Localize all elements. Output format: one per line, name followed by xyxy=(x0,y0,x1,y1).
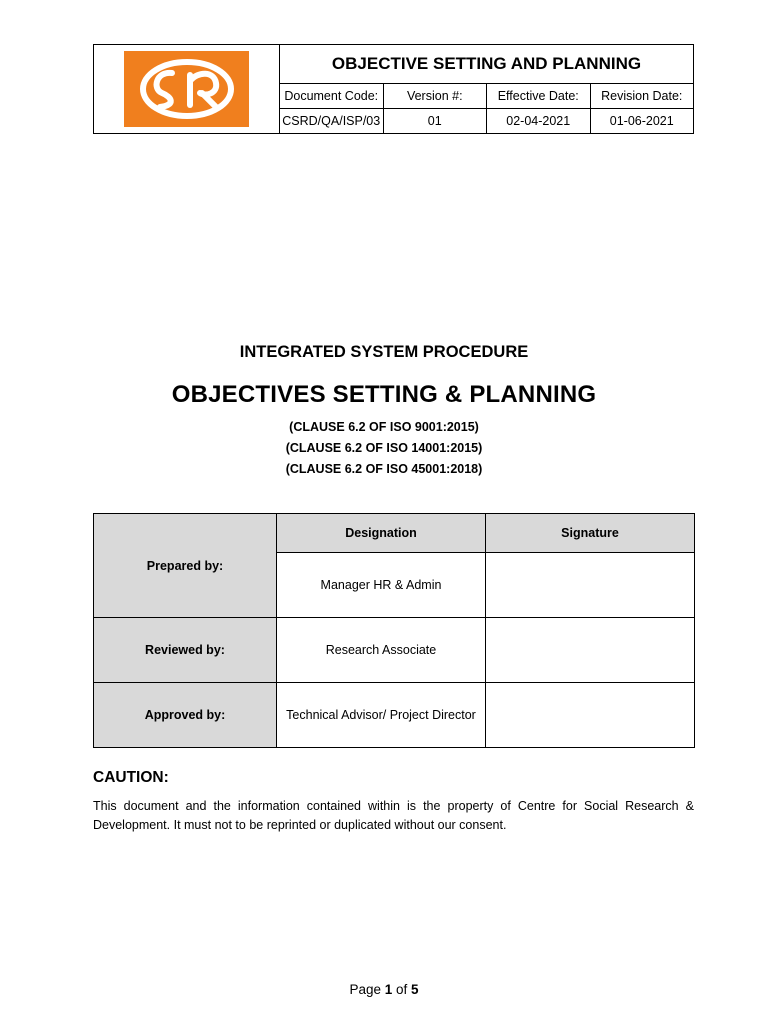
total-page-count: 5 xyxy=(411,982,419,997)
prepared-by-signature xyxy=(486,553,695,618)
signature-header: Signature xyxy=(486,514,695,553)
csr-logo-graphic xyxy=(132,57,242,121)
reviewed-by-label: Reviewed by: xyxy=(94,618,277,683)
approved-by-designation: Technical Advisor/ Project Director xyxy=(277,683,486,748)
effective-date-value: 02-04-2021 xyxy=(487,109,591,134)
main-title: OBJECTIVES SETTING & PLANNING xyxy=(171,381,597,408)
version-value: 01 xyxy=(383,109,487,134)
of-word: of xyxy=(396,982,408,997)
revision-date-value: 01-06-2021 xyxy=(590,109,694,134)
document-code-label: Document Code: xyxy=(280,84,384,109)
prepared-by-designation: Manager HR & Admin xyxy=(277,553,486,618)
clause-list xyxy=(0,417,768,480)
caution-text: This document and the information contained within is the property of Centre for Social Research & Development. It must not to be reprinted or duplicated without our consent. xyxy=(93,799,694,832)
csr-logo xyxy=(124,51,249,127)
prepared-by-label: Prepared by: xyxy=(94,514,277,618)
reviewed-by-designation: Research Associate xyxy=(277,618,486,683)
page-footer xyxy=(0,982,768,997)
logo-cell xyxy=(94,45,280,134)
version-label: Version #: xyxy=(383,84,487,109)
designation-header: Designation xyxy=(277,514,486,553)
document-code-value: CSRD/QA/ISP/03 xyxy=(280,109,384,134)
clause-iso-14001: (CLAUSE 6.2 OF ISO 14001:2015) xyxy=(285,441,483,455)
current-page-number: 1 xyxy=(384,982,393,997)
effective-date-label: Effective Date: xyxy=(487,84,591,109)
document-title: OBJECTIVE SETTING AND PLANNING xyxy=(280,45,694,84)
approved-by-label: Approved by: xyxy=(94,683,277,748)
approved-by-signature xyxy=(486,683,695,748)
clause-iso-45001: (CLAUSE 6.2 OF ISO 45001:2018) xyxy=(285,462,483,476)
revision-date-label: Revision Date: xyxy=(590,84,694,109)
page-word: Page xyxy=(349,982,381,997)
procedure-heading: INTEGRATED SYSTEM PROCEDURE xyxy=(239,343,529,361)
signoff-table xyxy=(93,513,695,748)
document-header xyxy=(93,44,694,134)
reviewed-by-signature xyxy=(486,618,695,683)
clause-iso-9001: (CLAUSE 6.2 OF ISO 9001:2015) xyxy=(289,420,479,434)
caution-heading: CAUTION: xyxy=(93,769,169,786)
